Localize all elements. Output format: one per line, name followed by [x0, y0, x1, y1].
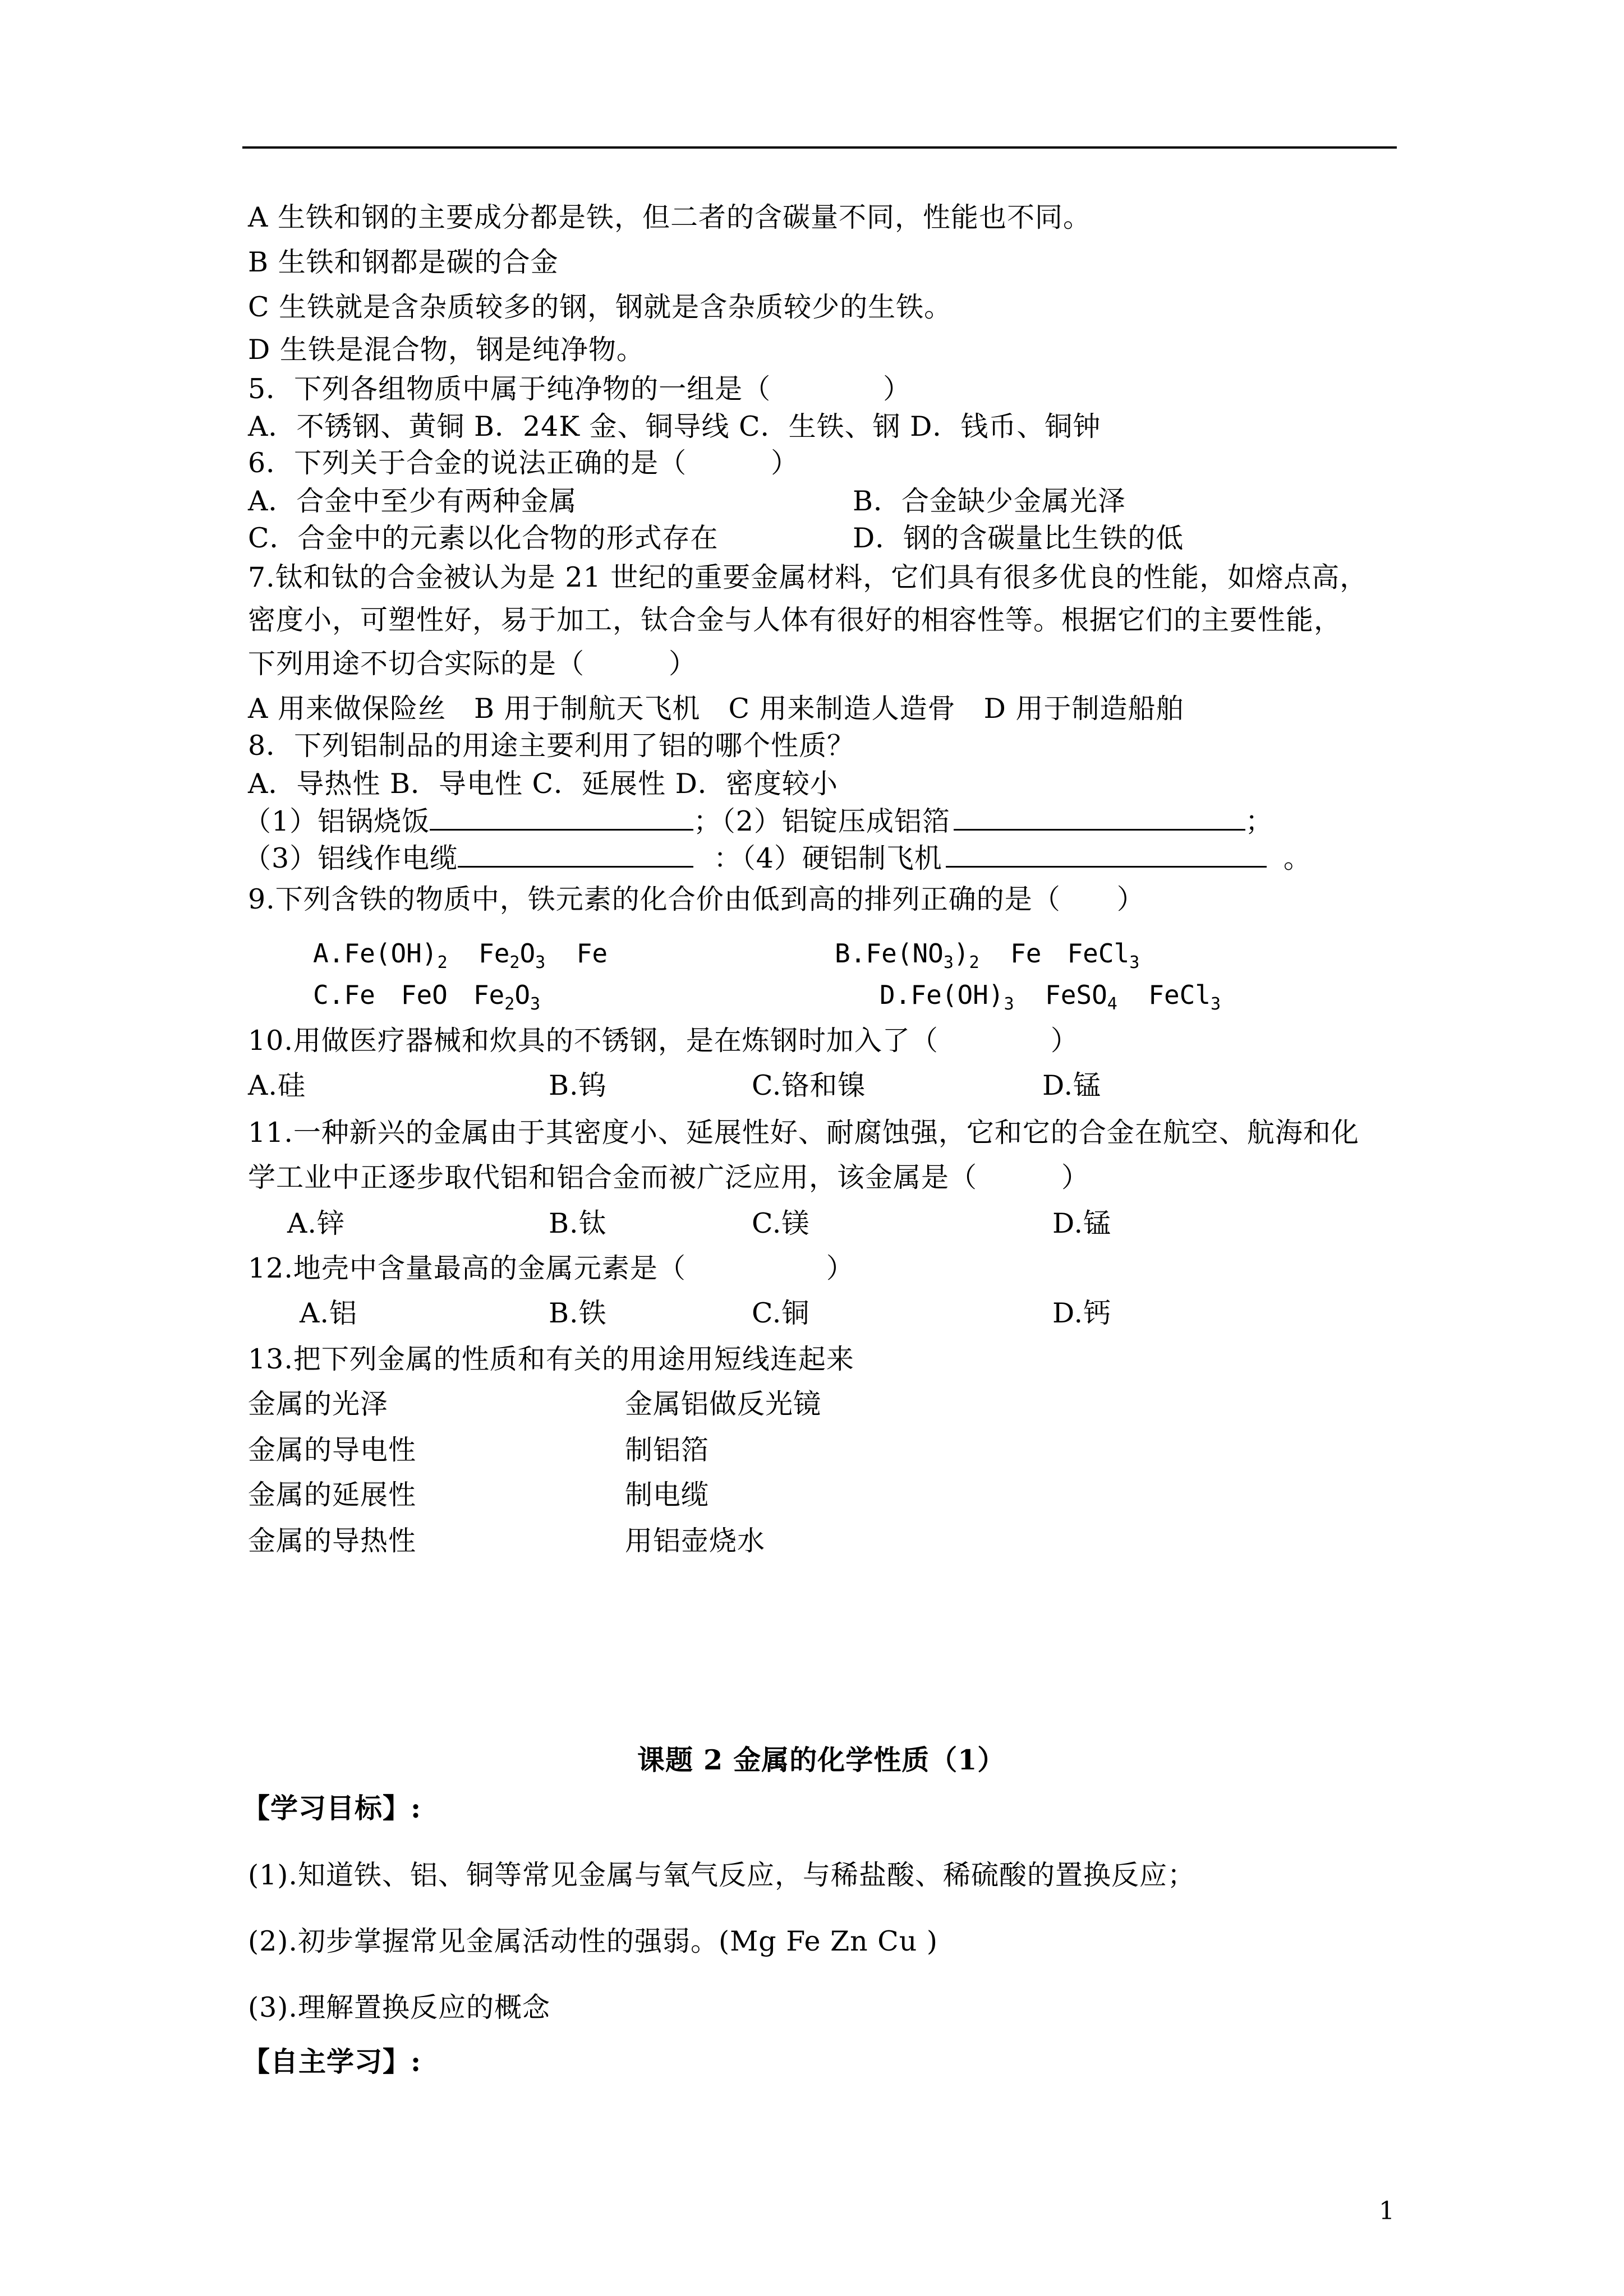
q8-stem: 8．下列铝制品的用途主要利用了铝的哪个性质？ — [248, 730, 855, 762]
q9-b-formula-1: B.Fe(NO — [835, 938, 944, 969]
q7-line-1: 7.钛和钛的合金被认为是 21 世纪的重要金属材料，它们具有很多优良的性能，如熔点高， — [248, 561, 1368, 593]
objectives-heading: 【学习目标】: — [242, 1792, 422, 1824]
q9-a-formula-o: O — [519, 938, 536, 969]
q9-b-sub-1: 3 — [943, 953, 954, 973]
objective-2: (2).初步掌握常见金属活动性的强弱。(Mg Fe Zn Cu ) — [248, 1925, 938, 1957]
q11-option-a: A.锌 — [287, 1207, 345, 1239]
q12-stem: 12.地壳中含量最高的金属元素是（ ） — [248, 1252, 854, 1284]
q9-d-sub-2: 4 — [1107, 994, 1117, 1015]
page-number: 1 — [1379, 2197, 1395, 2225]
q13-stem: 13.把下列金属的性质和有关的用途用短线连起来 — [248, 1343, 854, 1375]
q11-option-c: C.镁 — [752, 1207, 810, 1239]
q8-part-3: （3）铝线作电缆 — [243, 842, 458, 874]
q8-options: A．导热性 B．导电性 C．延展性 D．密度较小 — [248, 768, 838, 800]
q8-period: 。 — [1283, 842, 1312, 874]
q9-b-formula-2: Fe FeCl — [1010, 938, 1130, 969]
q12-option-b: B.铁 — [549, 1297, 607, 1329]
q9-d-sub-3: 3 — [1211, 994, 1221, 1015]
q6-option-a: A．合金中至少有两种金属 — [248, 485, 577, 517]
objective-3: (3).理解置换反应的概念 — [248, 1991, 550, 2023]
q10-option-c: C.铬和镍 — [752, 1069, 866, 1101]
header-rule — [242, 146, 1397, 149]
q12-option-c: C.铜 — [752, 1297, 810, 1329]
q4-option-c: C 生铁就是含杂质较多的钢，钢就是含杂质较少的生铁。 — [248, 291, 953, 323]
q11-line-1: 11.一种新兴的金属由于其密度小、延展性好、耐腐蚀强，它和它的合金在航空、航海和化 — [248, 1117, 1359, 1149]
q9-c-sub-2: 3 — [530, 994, 541, 1015]
q9-d-formula-2: FeSO — [1045, 980, 1107, 1010]
q13-use-4: 用铝壶烧水 — [625, 1525, 766, 1557]
q12-option-d: D.钙 — [1052, 1297, 1112, 1329]
q4-option-d: D 生铁是混合物，钢是纯净物。 — [248, 334, 645, 366]
q10-stem: 10.用做医疗器械和炊具的不锈钢，是在炼钢时加入了（ ） — [248, 1025, 1079, 1057]
q8-part-1: （1）铝锅烧饭 — [243, 805, 430, 837]
self-study-heading: 【自主学习】: — [242, 2045, 422, 2078]
q10-option-b: B.钨 — [549, 1069, 607, 1101]
q6-option-c: C．合金中的元素以化合物的形式存在 — [248, 522, 719, 554]
q9-c-formula-1: C.Fe FeO Fe — [313, 980, 505, 1010]
q9-option-c — [313, 978, 540, 1021]
q9-option-d — [880, 978, 1221, 1021]
q9-a-formula-2: Fe — [479, 938, 510, 969]
q13-use-2: 制铝箔 — [625, 1434, 710, 1466]
q9-a-formula-3: Fe — [576, 938, 608, 969]
q8-answer-blank-1[interactable] — [430, 804, 693, 831]
q10-option-d: D.锰 — [1042, 1069, 1102, 1101]
q8-blank-row-2 — [243, 841, 1312, 875]
q13-property-1: 金属的光泽 — [248, 1388, 389, 1420]
q11-line-2: 学工业中正逐步取代铝和铝合金而被广泛应用，该金属是（ ） — [248, 1161, 1090, 1193]
q9-stem: 9.下列含铁的物质中，铁元素的化合价由低到高的排列正确的是（ ） — [248, 883, 1145, 915]
q13-property-2: 金属的导电性 — [248, 1434, 417, 1466]
q13-property-3: 金属的延展性 — [248, 1479, 417, 1511]
q6-option-d: D．钢的含碳量比生铁的低 — [853, 522, 1184, 554]
q11-option-b: B.钛 — [549, 1207, 607, 1239]
q8-blank-row-1 — [243, 804, 1273, 838]
q13-use-1: 金属铝做反光镜 — [625, 1388, 822, 1420]
q8-part-2: ；（2）铝锭压成铝箔 — [693, 805, 950, 837]
q9-option-a — [313, 937, 608, 980]
q8-semicolon: ； — [1245, 805, 1273, 837]
q9-b-sub-3: 3 — [1129, 953, 1140, 973]
q7-options: A 用来做保险丝 B 用于制航天飞机 C 用来制造人造骨 D 用于制造船舶 — [248, 693, 1184, 725]
q6-stem: 6．下列关于合金的说法正确的是（ ） — [248, 447, 799, 479]
q9-a-sub-3: 3 — [535, 953, 546, 973]
q9-option-b — [835, 937, 1139, 980]
q9-c-sub-1: 2 — [504, 994, 515, 1015]
q8-part-4: ：（4）硬铝制飞机 — [714, 842, 942, 874]
q9-d-formula-1: D.Fe(OH) — [880, 980, 1004, 1010]
q9-d-formula-3: FeCl — [1148, 980, 1211, 1010]
q13-property-4: 金属的导热性 — [248, 1525, 417, 1557]
q8-answer-blank-4[interactable] — [946, 841, 1267, 868]
lesson-title: 课题 2 金属的化学性质（1） — [637, 1744, 1006, 1776]
q12-option-a: A.铝 — [300, 1297, 357, 1329]
q5-options: A．不锈钢、黄铜 B．24K 金、铜导线 C．生铁、钢 D．钱币、铜钟 — [248, 411, 1101, 442]
q8-answer-blank-2[interactable] — [954, 804, 1245, 831]
q4-option-a: A 生铁和钢的主要成分都是铁，但二者的含碳量不同，性能也不同。 — [248, 201, 1091, 233]
q8-answer-blank-3[interactable] — [458, 841, 693, 868]
q5-stem: 5．下列各组物质中属于纯净物的一组是（ ） — [248, 373, 912, 405]
q11-option-d: D.锰 — [1052, 1207, 1112, 1239]
q9-b-paren: ) — [953, 938, 969, 969]
q6-option-b: B．合金缺少金属光泽 — [853, 485, 1126, 517]
q9-a-formula-1: A.Fe(OH) — [313, 938, 438, 969]
q9-a-sub-2: 2 — [509, 953, 520, 973]
q9-b-sub-2: 2 — [969, 953, 979, 973]
q7-line-2: 密度小，可塑性好，易于加工，钛合金与人体有很好的相容性等。根据它们的主要性能， — [248, 604, 1342, 636]
q9-a-sub-1: 2 — [437, 953, 448, 973]
q9-c-formula-o: O — [514, 980, 531, 1010]
q4-option-b: B 生铁和钢都是碳的合金 — [248, 246, 559, 278]
objective-1: (1).知道铁、铝、铜等常见金属与氧气反应，与稀盐酸、稀硫酸的置换反应； — [248, 1859, 1195, 1891]
q10-option-a: A.硅 — [248, 1069, 306, 1101]
q13-use-3: 制电缆 — [625, 1479, 710, 1511]
q7-line-3: 下列用途不切合实际的是（ ） — [248, 648, 697, 680]
q9-d-sub-1: 3 — [1004, 994, 1014, 1015]
